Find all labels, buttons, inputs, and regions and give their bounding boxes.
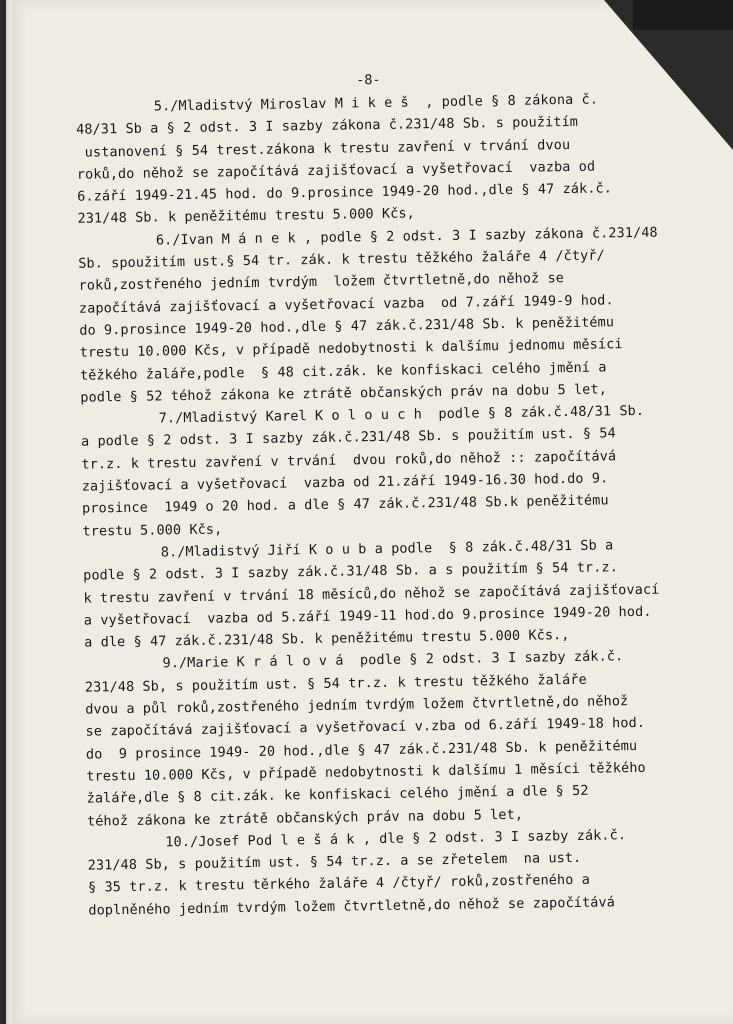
text-line: podle § 2 odst. 3 I sazby zák.č.31/48 Sb. a s použitím § 54 tr.z. — [83, 559, 619, 584]
text-line: ustanovení § 54 trest.zákona k trestu zavření v trvání dvou — [76, 136, 571, 161]
text-line: 5./Mladistvý Miroslav M i k e š , podle § 8 zákona č. — [153, 91, 599, 115]
text-line: 48/31 Sb a § 2 odst. 3 I sazby zákona č.231/48 Sb. s použitím — [76, 114, 579, 139]
text-line: trestu 10.000 Kčs, v případě nedobytnosti k dalšímu 1 měsíci těžkého — [86, 759, 646, 785]
text-line: 231/48 Sb. k peněžitému trestu 5.000 Kčs, — [77, 205, 415, 228]
text-line: se započítává zajišťovací a vyšetřovací v.zba od 6.září 1949-18 hod. — [85, 715, 646, 740]
text-line: žaláře,dle § 8 cit.zák. ke konfiskaci celého jmění a dle § 52 — [86, 782, 589, 807]
text-line: do 9.prosince 1949-20 hod.,dle § 47 zák.č.231/48 Sb. k peněžitému — [79, 314, 615, 339]
text-line: a vyšetřovací vazba od 5.září 1949-11 hod.do 9.prosince 1949-20 hod. — [83, 603, 652, 629]
text-line: 231/48 Sb, s použitím ust. § 54 tr.z. a se zřetelem na ust. — [87, 849, 582, 874]
text-line: trestu 5.000 Kčs, — [82, 521, 223, 540]
text-line: roků,zostřeného jedním tvrdým ložem čtvrtletně,do něhož se — [78, 270, 565, 295]
text-line: Sb. spoužitím ust.§ 54 tr. zák. k trestu těžkého žaláře 4 /čtyř/ — [78, 247, 605, 272]
text-line: 6./Ivan M á n e k , podle § 2 odst. 3 I sazby zákona č.231/48 — [155, 224, 658, 249]
text-line: doplněného jedním tvrdým ložem čtvrtletně,do něhož se započítává — [88, 894, 616, 919]
text-line: 9./Marie K r á l o v á podle § 2 odst. 3 I sazby zák.č. — [162, 648, 624, 672]
body-text — [76, 87, 719, 922]
text-line: dvou a půl roků,zostřeného jedním tvrdým ložem čtvrtletně,do něhož — [85, 693, 629, 718]
text-line: 10./Josef Pod l e š á k , dle § 2 odst. 3 I sazby zák.č. — [165, 826, 627, 851]
text-line: započítává zajišťovací a vyšetřovací vazba od 7.září 1949-9 hod. — [78, 291, 614, 317]
text-line: a podle § 2 odst. 3 I sazby zák.č.231/48 Sb. s použitím ust. § 54 — [80, 425, 616, 451]
text-line: zajišťovací a vyšetřovací vazba od 21.září 1949-16.30 hod.do 9. — [81, 470, 609, 495]
text-line: roků,do něhož se započítává zajišťovací a vyšetřovací vazba od — [76, 158, 596, 183]
text-line: podle § 52 téhož zákona ke ztrátě občanských práv na dobu 5 let, — [80, 381, 607, 406]
text-line: a dle § 47 zák.č.231/48 Sb. k peněžitému trestu 5.000 Kčs., — [84, 627, 570, 651]
text-line: 231/48 Sb, s použitím ust. § 54 tr.z. k trestu těžkého žaláře — [84, 671, 587, 696]
text-line: téhož zákona ke ztrátě občanských práv na dobu 5 let, — [86, 806, 524, 830]
text-line: 8./Mladistvý Jiří K o u b a podle § 8 zák.č.48/31 Sb a — [160, 537, 614, 561]
text-line: tr.z. k trestu zavření v trvání dvou roků,do něhož :: započítává — [81, 448, 617, 473]
text-line: do 9 prosince 1949- 20 hod.,dle § 47 zák.č.231/48 Sb. k peněžitému — [85, 737, 638, 763]
text-line: prosince 1949 o 20 hod. a dle § 47 zák.č.231/48 Sb.k peněžitému — [81, 492, 609, 518]
text-line: k trestu zavření v trvání 18 měsíců,do něhož se započítává zajišťovací — [83, 581, 660, 607]
text-line: § 35 tr.z. k trestu těrkého žaláře 4 /čtyř/ roků,zostřeného a — [87, 872, 591, 897]
text-line: 7./Mladistvý Karel K o l o u c h podle § 8 zák.č.48/31 Sb. — [158, 402, 645, 427]
text-line: trestu 10.000 Kčs, v případě nedobytnosti k dalšímu jednomu měsíci — [79, 336, 623, 361]
page-number: -8- — [356, 71, 381, 89]
text-line: těžkého žaláře,podle § 48 cit.zák. ke konfiskaci celého jmění a — [79, 358, 607, 384]
text-line: 6.září 1949-21.45 hod. do 9.prosince 1949-20 hod.,dle § 47 zák.č. — [77, 180, 613, 205]
